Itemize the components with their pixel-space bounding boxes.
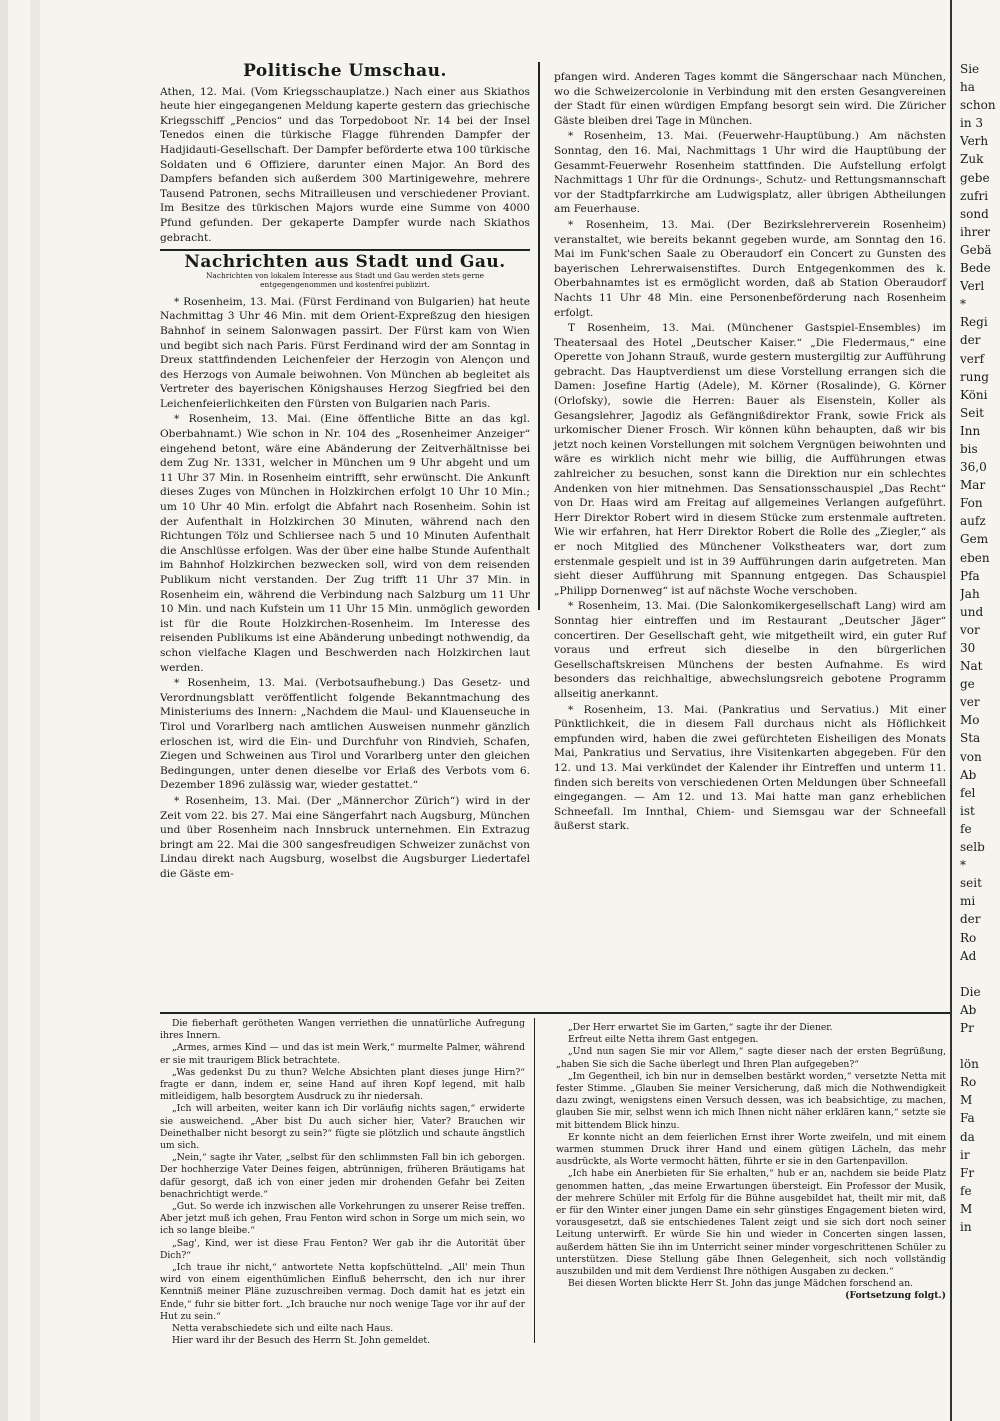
edge-fragment: ist [960,803,975,818]
article-athen: Athen, 12. Mai. (Vom Kriegsschauplatze.) Nach einer aus Skiathos heute hier eingegangenen Meldung kaperte gestern das griechische Kriegsschiff „Pencios“ und das Torpedoboot Nr. 14 bei der Insel Tenedos einen die türkische Flagge führenden Dampfer der Hadjidauti-Gesellschaft. Der Dampfer beförderte etwa 100 türkische Soldaten und 6 Offiziere, darunter einen Major. An Bord des Dampfers befanden sich außerdem 300 Martinigewehre, mehrere Tausend Patronen, sechs Mitrailleusen und verschiedener Proviant. Im Besitze des türkischen Majors wurde eine Summe von 4000 Pfund gefunden. Der gekaperte Dampfer wurde nach Skiathos gebracht. [160,85,530,244]
edge-fragment: der [960,333,981,348]
article-item: * Rosenheim, 13. Mai. (Verbotsaufhebung.) Das Gesetz- und Verordnungsblatt veröffentlicht folgende Bekanntmachung des Ministeriums des Innern: „Nachdem die Maul- und Klauenseuche in Tirol und Vorarlberg nach amtlichen Ausweisen nunmehr gänzlich erloschen ist, wird die Ein- und Durchfuhr von Rindvieh, Schafen, Ziegen und Schweinen aus Tirol und Vorarlberg unter den gleichen Bedingungen, unter denen dieselbe vor Erlaß des Verbots vom 6. Dezember 1896 zulässig war, wieder gestattet.“ [160,677,530,792]
edge-fragment: ver [960,695,980,710]
edge-fragment: rung [960,369,989,384]
edge-fragment: Fon [960,496,983,511]
edge-fragment: Fr [960,1165,975,1180]
edge-fragment: 30 [960,641,976,655]
edge-fragment: eben [960,550,990,565]
edge-fragment: fel [960,785,976,800]
column-left [160,62,530,881]
edge-fragment: Inn [960,423,981,438]
edge-fragment: Jah [960,586,980,601]
edge-fragment: Die [960,984,981,999]
cut-off-column [960,60,1000,1420]
article-item: * Rosenheim, 13. Mai. (Die Salonkomikergesellschaft Lang) wird am Sonntag hier eintreffen und im Restaurant „Deutscher Jäger“ concertiren. Der Gesellschaft geht, wie mitgetheilt wird, ein guter Ruf voraus und erfreut sich dieselbe in den bürgerlichen Gesellschaftskreisen Münchens der besten Aufnahme. Es wird besonders das reichhaltige, abwechslungsreich gebotene Programm allseitig anerkannt. [554,600,946,700]
column-divider [538,62,540,610]
edge-fragment: gebe [960,170,990,185]
novel-paragraph: „Was gedenkst Du zu thun? Welche Absichten plant dieses junge Hirn?“ fragte er dann, indem er, seine Hand auf ihren Kopf legend, mit halb mitleidigem, halb besorgtem Ausdruck zu ihr niedersah. [160,1066,525,1103]
edge-fragment: Mo [960,713,980,728]
edge-fragment: Sta [960,731,981,746]
edge-fragment: Regi [960,315,988,330]
column-right [554,70,946,834]
novel-paragraph: „Ich habe ein Anerbieten für Sie erhalten,“ hub er an, nachdem sie beide Platz genommen hatten, „das meine Erwartungen übersteigt. Ein Professor der Musik, der mehrere Schüler mit Erfolg für die Bühne ausgebildet hat, theilt mir mit, daß er für den Winter einer jungen Dame ein sehr günstiges Engagement bieten wird, vorausgesetzt, daß sie entschiedenes Talent zeigt und sie sich dort noch seiner Leitung unterwirft. Er würde Sie hin und wieder in Concerten singen lassen, außerdem hätten Sie ihn im Unterricht seiner minder vorgeschrittenen Schüler zu unterstützen. Diese Stellung gäbe Ihnen Gelegenheit, sich noch vollständig auszubilden und mit dem Verdienst Ihre nöthigen Ausgaben zu decken.“ [556,1168,946,1278]
edge-fragment: ge [960,677,975,692]
edge-fragment: Verh [960,134,989,149]
edge-fragment: zufri [960,188,989,203]
edge-fragment: M [960,1093,973,1108]
edge-fragment: Fa [960,1111,975,1126]
article-item: * Rosenheim, 13. Mai. (Fürst Ferdinand von Bulgarien) hat heute Nachmittag 3 Uhr 46 Min. mit dem Orient-Expreßzug den hiesigen Bahnhof in seinem Salonwagen passirt. Der Fürst kam von Wien und begibt sich nach Paris. Fürst Ferdinand wird der am Sonntag in Dreux stattfindenden Leichenfeier der Herzogin von Alençon und des Herzogs von Aumale beiwohnen. Von München ab begleitet als Vertreter des bayerischen Königshauses Herzog Siegfried bei den Leichenfeierlichkeiten den Fürsten von Bulgarien nach Paris. [160,295,530,410]
edge-fragment: Ad [960,948,977,963]
binding-margin [0,0,40,1421]
continuation-note: (Fortsetzung folgt.) [845,1290,946,1302]
article-item: * Rosenheim, 13. Mai. (Feuerwehr-Hauptübung.) Am nächsten Sonntag, den 16. Mai, Nachmittags 1 Uhr wird die Hauptübung der Gesammt-Feuerwehr Rosenheim stattfinden. Die Aufstellung erfolgt Nachmittags 1 Uhr für die Ordnungs-, Schutz- und Rettungsmannschaft vor der Stadtpfarrkirche am Ludwigsplatz, aller übrigen Abtheilungen am Feuerhause. [554,130,946,216]
edge-fragment: schon [960,98,996,113]
divider [160,249,530,251]
feuilleton-right [556,1022,946,1303]
novel-paragraph: „Armes, armes Kind — und das ist mein Werk,“ murmelte Palmer, während er sie mit traurigem Blick betrachtete. [160,1042,525,1066]
feuilleton-divider [534,1018,535,1343]
novel-paragraph: „Ich will arbeiten, weiter kann ich Dir vorläufig nichts sagen,“ erwiderte sie ausweichend. „Aber bist Du auch sicher hier, Vater? Brauchen wir Deinethalber nicht besorgt zu sein?“ fügte sie plötzlich und schaute ängstlich um sich. [160,1103,525,1152]
edge-fragment: und [960,604,984,619]
novel-paragraph: Netta verabschiedete sich und eilte nach Haus. [172,1323,394,1335]
edge-fragment: Bede [960,261,991,276]
edge-fragment: * [960,297,966,312]
edge-fragment: selb [960,840,985,855]
novel-paragraph: „Gut. So werde ich inzwischen alle Vorkehrungen zu unserer Reise treffen. Aber jetzt muß ich gehen, Frau Fenton wird schon in Sorge um mich sein, wo ich so lange bleibe.“ [160,1201,525,1237]
novel-paragraph: „Ich traue ihr nicht,“ antwortete Netta kopfschüttelnd. „All' mein Thun wird von einem eigenthümlichen Einfluß beherrscht, den ich nur ihrer Kenntniß meiner Pläne zuzuschreiben vermag. Doch damit hat es jetzt ein Ende,“ fuhr sie bitter fort. „Ich brauche nur noch wenige Tage vor ihr auf der Hut zu sein.“ [160,1262,525,1322]
article-item: * Rosenheim, 13. Mai. (Pankratius und Servatius.) Mit einer Pünktlichkeit, die in diesem Fall durchaus nicht als Höflichkeit empfunden wird, haben die zwei gefürchteten Eisheiligen des Monats Mai, Pankratius und Servatius, ihre Visitenkarten abgegeben. Für den 12. und 13. Mai verkündet der Kalender ihr Eintreffen und unterm 11. finden sich bereits von verschiedenen Orten Meldungen über Schneefall eingegangen. — Am 12. und 13. Mai hatte man ganz erheblichen Schneefall. Im Innthal, Chiem- und Siemsgau war der Schneefall äußerst stark. [554,703,946,833]
article-item: T Rosenheim, 13. Mai. (Münchener Gastspiel-Ensembles) im Theatersaal des Hotel „Deutscher Kaiser.“ „Die Fledermaus,“ eine Operette von Johann Strauß, wurde gestern mustergiltig zur Aufführung gebracht. Das Hauptverdienst um diese Vorstellung errangen sich die Damen: Josefine Hartig (Adele), M. Körner (Rosalinde), G. Körner (Orlofsky), sowie die Herren: Bauer als Eisenstein, Koller als Gesangslehrer, Jagodiz als Gefängnißdirektor Frank, sowie Frick als urkomischer Diener Frosch. Wir können kühn behaupten, daß wir bis jetzt noch keinen Vorstellungen mit solchem Vergnügen beiwohnten und wäre es wirklich nicht mehr wie billig, die Aufführungen etwas zahlreicher zu besuchen, sonst kann die Direktion nur ein schlechtes Andenken von hier mitnehmen. Das Sensationsschauspiel „Das Recht“ von Dr. Haas wird am Freitag auf allgemeines Verlangen aufgeführt. Herr Direktor Robert wird in diesem Stücke zum erstenmale auftreten. Wie wir erfahren, hat Herr Direktor Robert die Rolle des „Ziegler,“ als er noch Mitglied des Münchener Volkstheaters war, dort zum erstenmale gespielt und ist in 39 Aufführungen darin aufgetreten. Man sieht dieser Aufführung mit Spannung entgegen. Das Schauspiel „Philipp Dornenweg“ ist auf nächste Woche verschoben. [554,322,946,597]
section-subnote: Nachrichten von lokalem Interesse aus Stadt und Gau werden stets gerne entgegengenommen und kostenfrei publizirt. [205,270,485,289]
feuilleton-left [160,1018,525,1347]
edge-fragment: Gem [960,532,989,547]
edge-fragment: vor [960,622,980,637]
edge-fragment: Zuk [960,152,984,167]
edge-fragment: ihrer [960,224,991,239]
novel-paragraph: Bei diesen Worten blickte Herr St. John das junge Mädchen forschend an. [568,1278,914,1290]
edge-fragment: M [960,1201,973,1216]
edge-fragment: seit [960,876,982,891]
edge-fragment: ha [960,80,975,95]
article-item: * Rosenheim, 13. Mai. (Eine öffentliche Bitte an das kgl. Oberbahnamt.) Wie schon in Nr. 104 des „Rosenheimer Anzeiger“ eingehend betont, wäre eine Abänderung der Zeitverhältnisse bei dem Zug Nr. 1331, welcher in München um 9 Uhr abgeht und um 11 Uhr 37 Min. in Rosenheim eintrifft, sehr erwünscht. Die Ankunft dieses Zuges von München in Holzkirchen erfolgt 10 Uhr 10 Min.; um 10 Uhr 40 Min. erfolgt die Abfahrt nach Rosenheim. Sohin ist der Aufenthalt in Holzkirchen 30 Minuten, während nach den Richtungen Tölz und Schliersee nach 5 und 10 Minuten Aufenthalt die Anschlüsse erfolgen. Was der über eine halbe Stunde Aufenthalt im Bahnhof Holzkirchen bezwecken soll, wird von dem reisenden Publikum nicht verstanden. Der Zug trifft 11 Uhr 37 Min. in Rosenheim ein, während die Verbindung nach Salzburg um 11 Uhr 10 Min. und nach Kufstein um 11 Uhr 15 Min. unmöglich geworden ist für die Route Holzkirchen-Rosenheim. Im Interesse des reisenden Publikums ist eine Abänderung unbedingt nothwendig, da schon vielfache Klagen und Beschwerden nach Holzkirchen laut werden. [160,413,530,674]
edge-fragment: von [960,749,982,764]
edge-fragment: Sie [960,62,980,76]
edge-fragment: mi [960,894,976,909]
edge-fragment: Ab [960,1002,977,1017]
article-item: * Rosenheim, 13. Mai. (Der Bezirkslehrerverein Rosenheim) veranstaltet, wie bereits bekannt gegeben wurde, am Sonntag den 16. Mai im Funk'schen Saale zu Oberaudorf ein Concert zu Gunsten des bayerischen Lehrerwaisenstiftes. Durch Entgegenkommen des k. Oberbahnamtes ist es ermöglicht worden, daß ab Station Oberaudorf Nachts 11 Uhr 48 Min. eine Personenbeförderung nach Rosenheim erfolgt. [554,218,946,319]
edge-fragment: verf [960,351,985,366]
edge-fragment: in [960,1220,972,1234]
edge-fragment: Pr [960,1020,974,1035]
feuilleton-rule [160,1012,950,1014]
edge-fragment: fe [960,1183,972,1198]
article-item: * Rosenheim, 13. Mai. (Der „Männerchor Zürich“) wird in der Zeit vom 22. bis 27. Mai eine Sängerfahrt nach Augsburg, München und über Rosenheim nach Innsbruck unternehmen. Ein Extrazug bringt am 22. Mai die 300 sangesfreudigen Schweizer zunächst von Lindau direkt nach Augsburg, woselbst die Augsburger Liedertafel die Gäste em- [160,794,530,880]
edge-fragment: Pfa [960,568,980,583]
section-heading-politics: Politische Umschau. [243,61,447,81]
edge-fragment: in 3 [960,116,984,131]
edge-fragment: Ro [960,1075,977,1090]
novel-paragraph: „Im Gegentheil, ich bin nur in demselben bestärkt worden,“ versetzte Netta mit fester Stimme. „Glauben Sie meiner Versicherung, daß mich die Nothwendigkeit dazu zwingt, wenigstens einen Versuch dessen, was ich beabsichtige, zu machen, glauben Sie mir, selbst wenn ich mich Ihnen nicht näher erklären kann,“ setzte sie mit bittendem Blick hinzu. [556,1070,946,1131]
edge-fragment: fe [960,821,972,836]
edge-fragment: ir [960,1147,970,1162]
novel-paragraph: Erfreut eilte Netta ihrem Gast entgegen. [568,1034,759,1046]
novel-paragraph: Die fieberhaft gerötheten Wangen verriethen die unnatürliche Aufregung ihres Innern. [160,1018,525,1042]
edge-fragment [960,965,1000,983]
novel-paragraph: „Nein,“ sagte ihr Vater, „selbst für den schlimmsten Fall bin ich geborgen. Der hochherzige Vater Deines feigen, abtrünnigen, früheren Bräutigams hat dafür gesorgt, daß ich von einer jeden mir drohenden Gefahr bei Zeiten benachrichtigt werde.“ [160,1152,525,1200]
page-edge-rule [950,0,952,1421]
edge-fragment: * [960,858,966,873]
edge-fragment: Köni [960,387,988,402]
edge-fragment: Seit [960,405,984,420]
edge-fragment: sond [960,206,989,221]
edge-fragment: Gebä [960,242,992,257]
edge-fragment: Ro [960,930,977,945]
novel-paragraph: „Und nun sagen Sie mir vor Allem,“ sagte dieser nach der ersten Begrüßung, „haben Sie sich die Sache überlegt und Ihren Plan aufgegeben?“ [556,1046,946,1070]
edge-fragment: Ab [960,767,977,782]
edge-fragment: lön [960,1057,979,1072]
novel-paragraph: Er konnte nicht an dem feierlichen Ernst ihrer Worte zweifeln, und mit einem warmen stummen Druck ihrer Hand und einem gütigen Lächeln, das mehr ausdrückte, als Worte vermocht hätten, führte er sie in den Gartenpavillon. [556,1131,946,1168]
edge-fragment: da [960,1129,975,1144]
section-heading-local: Nachrichten aus Stadt und Gau. [184,252,506,273]
edge-fragment [960,1037,1000,1055]
novel-paragraph: Hier ward ihr der Besuch des Herrn St. John gemeldet. [172,1335,430,1347]
edge-fragment: Mar [960,478,986,493]
edge-fragment: 36,0 [960,460,987,475]
novel-paragraph: „Sag', Kind, wer ist diese Frau Fenton? Wer gab ihr die Autorität über Dich?“ [160,1237,525,1261]
edge-fragment: der [960,912,981,927]
edge-fragment: aufz [960,514,986,529]
edge-fragment: Verl [960,279,985,294]
article-item: pfangen wird. Anderen Tages kommt die Sängerschaar nach München, wo die Schweizercolonie in Verbindung mit den ersten Gesangvereinen der Stadt für einen würdigen Empfang besorgt sein wird. Die Züricher Gäste bleiben drei Tage in München. [554,71,946,127]
edge-fragment: Nat [960,659,983,674]
edge-fragment: bis [960,441,978,456]
novel-paragraph: „Der Herr erwartet Sie im Garten,“ sagte ihr der Diener. [568,1022,833,1033]
